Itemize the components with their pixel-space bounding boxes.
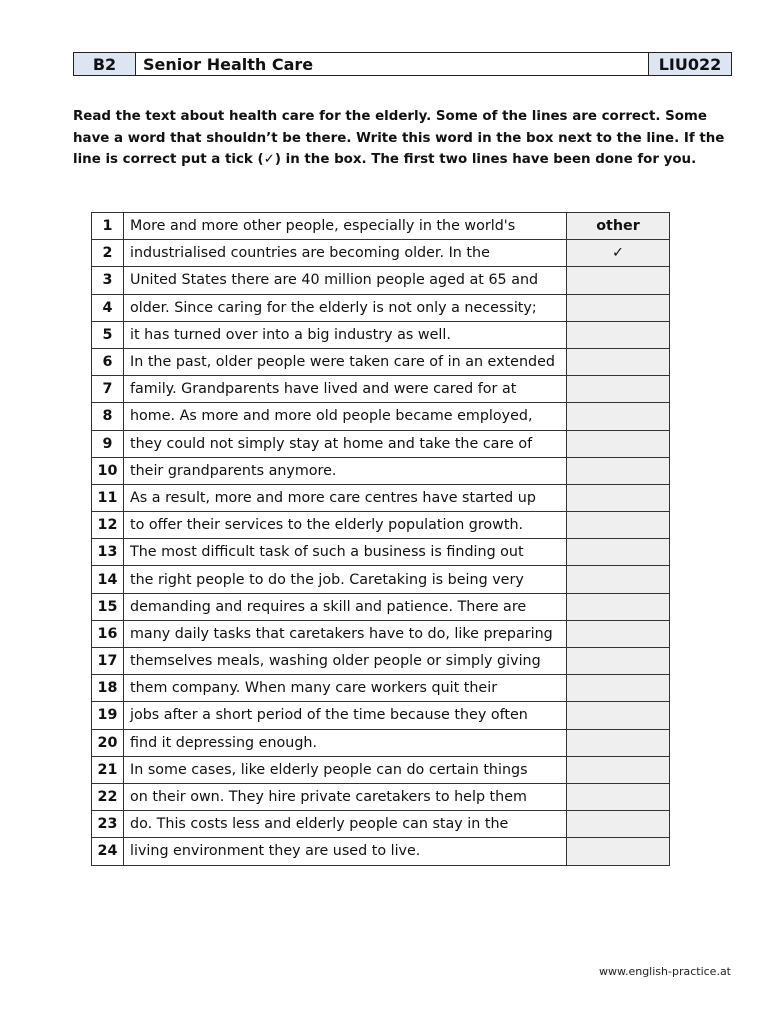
answer-box[interactable]: ✓	[567, 240, 670, 267]
answer-box[interactable]	[567, 484, 670, 511]
line-number: 16	[92, 620, 124, 647]
line-text: many daily tasks that caretakers have to do, like preparing	[124, 620, 567, 647]
line-number: 12	[92, 512, 124, 539]
line-number: 19	[92, 702, 124, 729]
answer-box[interactable]	[567, 783, 670, 810]
line-text: they could not simply stay at home and take the care of	[124, 430, 567, 457]
answer-box[interactable]	[567, 321, 670, 348]
table-row	[92, 457, 670, 484]
line-number: 4	[92, 294, 124, 321]
line-text: In the past, older people were taken care of in an extended	[124, 348, 567, 375]
worksheet-code: LIU022	[649, 53, 731, 75]
answer-box[interactable]: other	[567, 213, 670, 240]
table-row	[92, 729, 670, 756]
line-number: 1	[92, 213, 124, 240]
table-row	[92, 321, 670, 348]
table-row	[92, 566, 670, 593]
table-row	[92, 294, 670, 321]
answer-box[interactable]	[567, 675, 670, 702]
line-number: 20	[92, 729, 124, 756]
table-row	[92, 376, 670, 403]
table-row	[92, 213, 670, 240]
line-text: demanding and requires a skill and patience. There are	[124, 593, 567, 620]
table-row	[92, 484, 670, 511]
line-text: themselves meals, washing older people or simply giving	[124, 648, 567, 675]
line-number: 7	[92, 376, 124, 403]
table-row	[92, 811, 670, 838]
line-text: it has turned over into a big industry as well.	[124, 321, 567, 348]
table-row	[92, 648, 670, 675]
table-row	[92, 620, 670, 647]
answer-box[interactable]	[567, 294, 670, 321]
line-number: 15	[92, 593, 124, 620]
line-text: find it depressing enough.	[124, 729, 567, 756]
line-number: 2	[92, 240, 124, 267]
line-text: older. Since caring for the elderly is not only a necessity;	[124, 294, 567, 321]
line-number: 8	[92, 403, 124, 430]
answer-box[interactable]	[567, 702, 670, 729]
line-text: jobs after a short period of the time because they often	[124, 702, 567, 729]
answer-box[interactable]	[567, 403, 670, 430]
answer-box[interactable]	[567, 620, 670, 647]
line-text: The most difficult task of such a business is finding out	[124, 539, 567, 566]
table-row	[92, 838, 670, 865]
answer-box[interactable]	[567, 838, 670, 865]
line-text: United States there are 40 million people aged at 65 and	[124, 267, 567, 294]
table-row	[92, 539, 670, 566]
answer-box[interactable]	[567, 648, 670, 675]
line-number: 24	[92, 838, 124, 865]
line-text: home. As more and more old people became employed,	[124, 403, 567, 430]
exercise-table	[91, 212, 670, 866]
exercise-table-body	[92, 213, 670, 866]
table-row	[92, 593, 670, 620]
table-row	[92, 403, 670, 430]
line-text: family. Grandparents have lived and were cared for at	[124, 376, 567, 403]
line-number: 18	[92, 675, 124, 702]
table-row	[92, 267, 670, 294]
line-number: 10	[92, 457, 124, 484]
worksheet-header	[73, 52, 732, 76]
line-number: 17	[92, 648, 124, 675]
line-number: 13	[92, 539, 124, 566]
line-text: do. This costs less and elderly people can stay in the	[124, 811, 567, 838]
answer-box[interactable]	[567, 430, 670, 457]
level-badge: B2	[74, 53, 136, 75]
line-number: 6	[92, 348, 124, 375]
line-text: living environment they are used to live.	[124, 838, 567, 865]
answer-box[interactable]	[567, 811, 670, 838]
table-row	[92, 240, 670, 267]
table-row	[92, 348, 670, 375]
line-text: More and more other people, especially in the world's	[124, 213, 567, 240]
line-number: 9	[92, 430, 124, 457]
line-text: on their own. They hire private caretakers to help them	[124, 783, 567, 810]
line-text: the right people to do the job. Caretaking is being very	[124, 566, 567, 593]
answer-box[interactable]	[567, 566, 670, 593]
table-row	[92, 512, 670, 539]
footer-website: www.english-practice.at	[598, 965, 731, 978]
line-text: them company. When many care workers quit their	[124, 675, 567, 702]
line-text: As a result, more and more care centres have started up	[124, 484, 567, 511]
answer-box[interactable]	[567, 376, 670, 403]
answer-box[interactable]	[567, 756, 670, 783]
answer-box[interactable]	[567, 457, 670, 484]
answer-box[interactable]	[567, 593, 670, 620]
line-number: 22	[92, 783, 124, 810]
worksheet-title: Senior Health Care	[136, 53, 649, 75]
line-number: 11	[92, 484, 124, 511]
answer-box[interactable]	[567, 348, 670, 375]
line-number: 23	[92, 811, 124, 838]
line-number: 14	[92, 566, 124, 593]
table-row	[92, 430, 670, 457]
instructions-text: Read the text about health care for the elderly. Some of the lines are correct. Some have a word that shouldn’t be there. Write this word in the box next to the line. If the line is correct put a tick (✓) in the box. The first two lines have been done for you.	[73, 109, 725, 167]
table-row	[92, 783, 670, 810]
line-number: 3	[92, 267, 124, 294]
line-text: their grandparents anymore.	[124, 457, 567, 484]
answer-box[interactable]	[567, 729, 670, 756]
answer-box[interactable]	[567, 539, 670, 566]
line-number: 5	[92, 321, 124, 348]
answer-box[interactable]	[567, 512, 670, 539]
line-number: 21	[92, 756, 124, 783]
answer-box[interactable]	[567, 267, 670, 294]
line-text: to offer their services to the elderly population growth.	[124, 512, 567, 539]
line-text: In some cases, like elderly people can do certain things	[124, 756, 567, 783]
table-row	[92, 675, 670, 702]
table-row	[92, 702, 670, 729]
table-row	[92, 756, 670, 783]
line-text: industrialised countries are becoming older. In the	[124, 240, 567, 267]
